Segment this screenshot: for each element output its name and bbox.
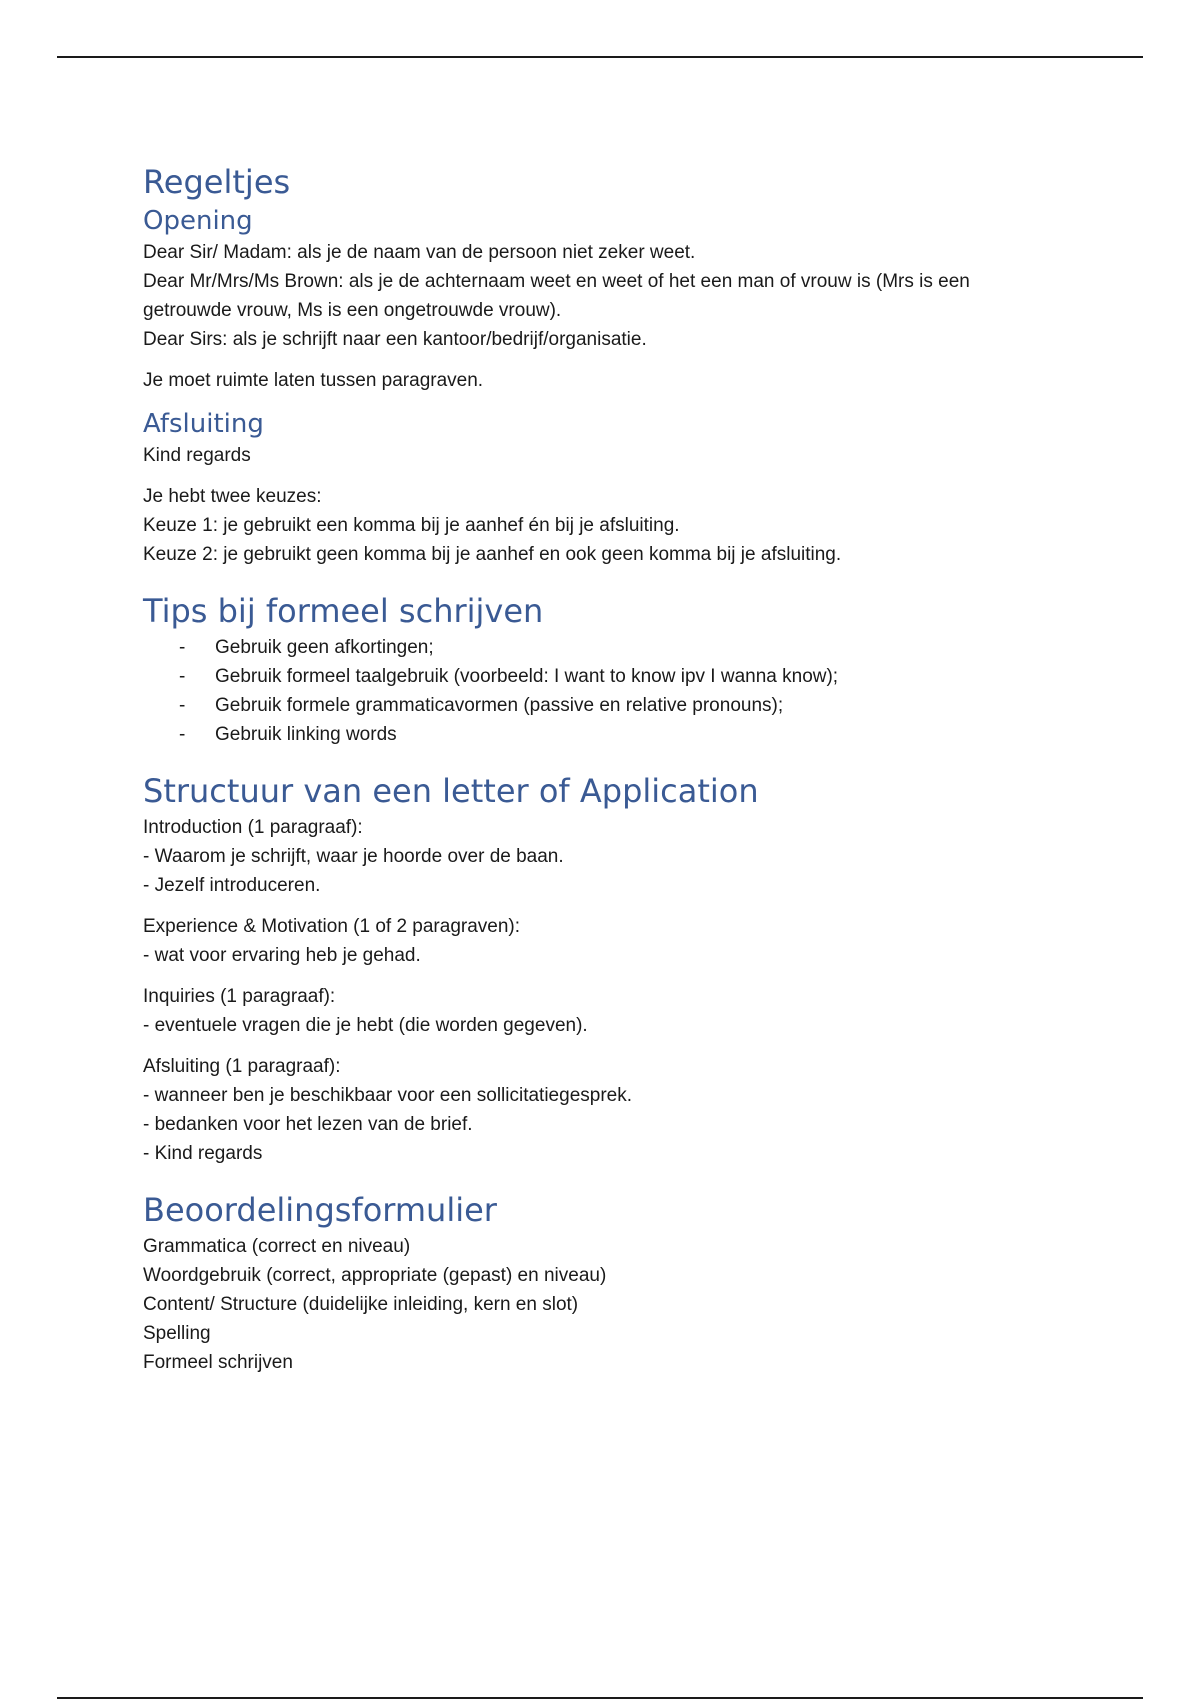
structure-line: Introduction (1 paragraaf): xyxy=(143,817,363,838)
structure-line: Inquiries (1 paragraaf): xyxy=(143,986,336,1007)
header-rule xyxy=(57,56,1143,58)
form-item: Woordgebruik (correct, appropriate (gepast) en niveau) xyxy=(143,1265,607,1286)
document-body xyxy=(143,160,1103,1377)
structure-line: - wat voor ervaring heb je gehad. xyxy=(143,945,421,966)
form-item: Spelling xyxy=(143,1323,211,1344)
page-title: Regeltjes xyxy=(143,163,291,201)
tips-list xyxy=(143,633,1103,749)
structure-line: Afsluiting (1 paragraaf): xyxy=(143,1056,341,1077)
opening-note: Je moet ruimte laten tussen paragraven. xyxy=(143,370,484,391)
structure-line: - Kind regards xyxy=(143,1143,263,1164)
list-item: - Gebruik geen afkortingen; xyxy=(143,633,1103,662)
opening-heading: Opening xyxy=(143,206,253,236)
form-item: Formeel schrijven xyxy=(143,1352,293,1373)
structure-line: - bedanken voor het lezen van de brief. xyxy=(143,1114,473,1135)
list-item: - Gebruik formeel taalgebruik (voorbeeld: I want to know ipv I wanna know); xyxy=(143,662,1103,691)
choices-intro: Je hebt twee keuzes: xyxy=(143,486,322,507)
structure-line: - Waarom je schrijft, waar je hoorde over de baan. xyxy=(143,846,564,867)
choice-line: Keuze 2: je gebruikt geen komma bij je aanhef en ook geen komma bij je afsluiting. xyxy=(143,544,842,565)
choice-line: Keuze 1: je gebruikt een komma bij je aanhef én bij je afsluiting. xyxy=(143,515,680,536)
opening-line: Dear Sirs: als je schrijft naar een kantoor/bedrijf/organisatie. xyxy=(143,329,647,350)
structure-line: Experience & Motivation (1 of 2 paragraven): xyxy=(143,916,521,937)
afsluiting-line: Kind regards xyxy=(143,445,251,466)
structure-heading: Structuur van een letter of Application xyxy=(143,772,759,810)
form-item: Grammatica (correct en niveau) xyxy=(143,1236,411,1257)
form-heading: Beoordelingsformulier xyxy=(143,1191,497,1229)
structure-line: - wanneer ben je beschikbaar voor een sollicitatiegesprek. xyxy=(143,1085,632,1106)
afsluiting-heading: Afsluiting xyxy=(143,409,264,439)
list-item: - Gebruik formele grammaticavormen (passive en relative pronouns); xyxy=(143,691,1103,720)
opening-line: getrouwde vrouw, Ms is een ongetrouwde vrouw). xyxy=(143,300,562,321)
opening-line: Dear Sir/ Madam: als je de naam van de persoon niet zeker weet. xyxy=(143,242,696,263)
opening-line: Dear Mr/Mrs/Ms Brown: als je de achternaam weet en weet of het een man of vrouw is (Mrs is een xyxy=(143,271,970,292)
tips-heading: Tips bij formeel schrijven xyxy=(143,592,544,630)
footer-rule xyxy=(57,1697,1143,1699)
structure-line: - eventuele vragen die je hebt (die worden gegeven). xyxy=(143,1015,588,1036)
structure-line: - Jezelf introduceren. xyxy=(143,875,321,896)
list-item: - Gebruik linking words xyxy=(143,720,1103,749)
form-item: Content/ Structure (duidelijke inleiding, kern en slot) xyxy=(143,1294,579,1315)
